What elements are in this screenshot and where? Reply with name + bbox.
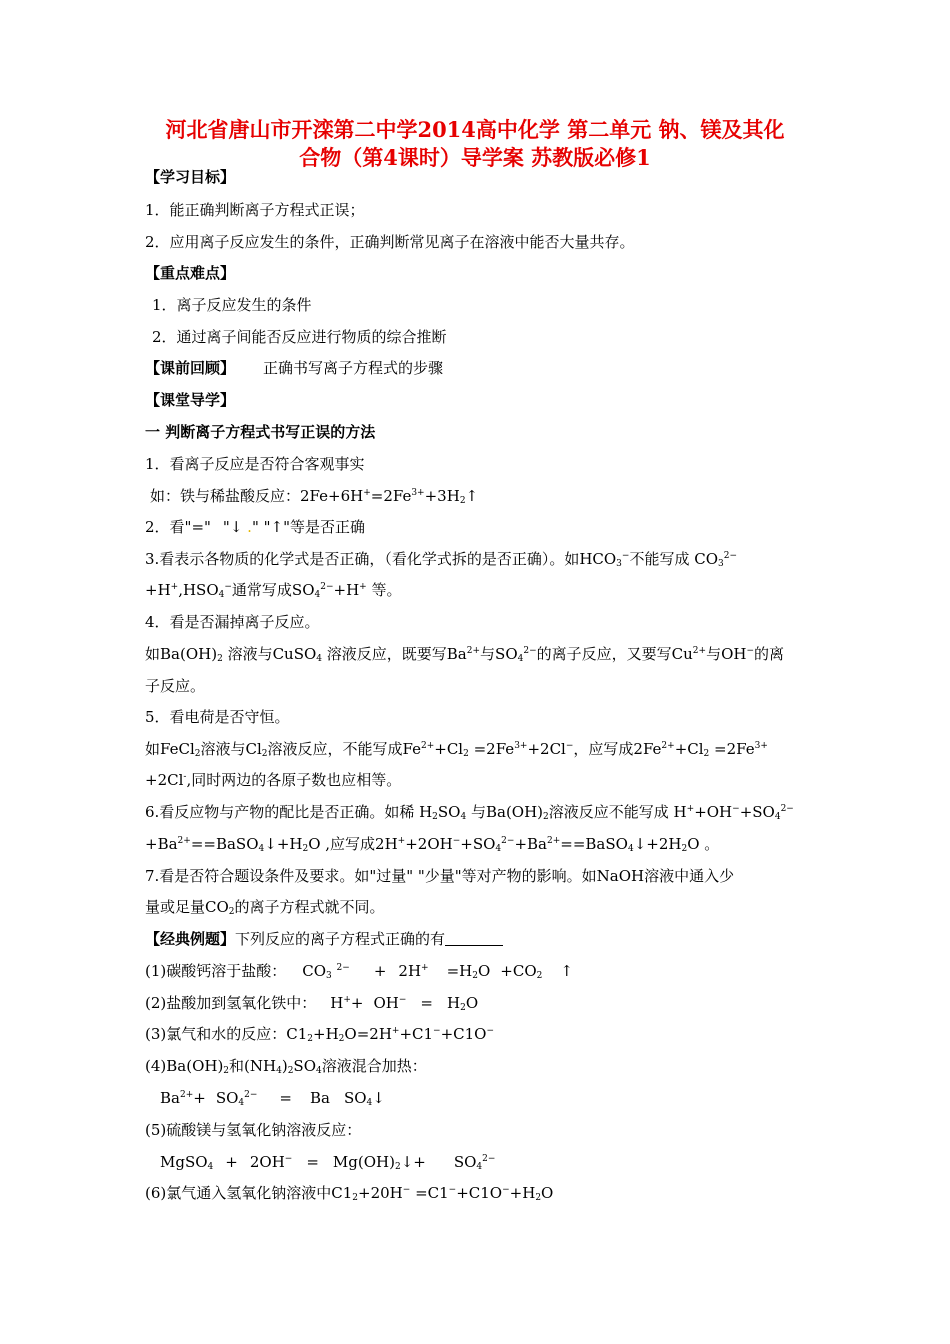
answer-blank[interactable] [445,931,503,946]
example-question: 下列反应的离子方程式正确的有 [235,930,446,948]
part-1-heading: 一 判断离子方程式书写正误的方法 [145,423,376,441]
document-title [120,116,830,172]
section-difficulty: 【重点难点】 [145,264,236,282]
example-6: (6)氯气通入氢氧化钠溶液中$C1_2+20H^- =C1^-+C1O^-+H_2O$ [145,1184,554,1203]
method-6-cont: $+Ba^{2+}==BaSO_4↓+H_2O$ ,应写成$2H^++2OH^-+SO_4^{2-}+Ba^{2+}==BaSO_4↓+2H_2O$ 。 [145,835,720,854]
section-guide: 【课堂导学】 [145,391,236,409]
example-1: (1)碳酸钙溶于盐酸： $CO_3$ $^{2-} + 2H^+ =H_2O +CO_2$ ↑ [145,962,573,981]
section-example: 【经典例题】 [145,930,236,948]
difficulty-1: 1．离子反应发生的条件 [152,296,312,314]
goal-1: 1．能正确判断离子方程式正误； [145,201,365,219]
difficulty-2: 2．通过离子间能否反应进行物质的综合推断 [152,328,447,346]
title-line-1: 河北省唐山市开滦第二中学2014高中化学 第二单元 钠、镁及其化 [165,117,785,142]
example-5-equation: MgSO$_4$ + $2OH^- = Mg(OH)_2↓+ SO_4^{2-}$ [160,1153,496,1172]
title-line-2: 合物（第4课时）导学案 苏教版必修1 [299,145,651,170]
method-3-line-2: $+H^+,HSO_4^-$通常写成$SO_4^{2-}+H^+$ 等。 [145,581,402,600]
method-1-example: 如：铁与稀盐酸反应：$2Fe+6H^+=2Fe^{3+}+3H_2↑$ [150,487,479,506]
section-review: 【课前回顾】 [145,359,236,377]
example-4: $(4)Ba(OH)_2$和$(NH_4)_2SO_4$溶液混合加热： [145,1057,427,1076]
method-4: 4．看是否漏掉离子反应。 [145,613,320,631]
method-7: 7.看是否符合题设条件及要求。如"过量" "少量"等对产物的影响。如NaOH溶液中通入少 [145,867,735,885]
method-5-example: 如FeCl$_2$溶液与$Cl_2$溶液反应，不能写成$Fe^{2+}+Cl_2 =2Fe^{3+}+2Cl^-$，应写成$2Fe^{2+}+Cl_2 =2Fe^{3+}$ [145,740,768,759]
example-2: (2)盐酸加到氢氧化铁中： $H^++ OH^- = H_2O$ [145,994,479,1013]
goal-2: 2．应用离子反应发生的条件，正确判断常见离子在溶液中能否大量共存。 [145,233,635,251]
example-5: (5)硫酸镁与氢氧化钠溶液反应： [145,1121,362,1139]
method-5: 5．看电荷是否守恒。 [145,708,290,726]
method-2: 2．看"=" "↓ ." "↑"等是否正确 [145,518,365,536]
method-6: 6.看反应物与产物的配比是否正确。如稀 $H_2SO_4$ 与$Ba(OH)_2$溶液反应不能写成 $H^++OH^-+SO_4^{2-}$ [145,803,794,822]
review-row [145,358,443,378]
example-heading-row [145,929,503,949]
review-text: 正确书写离子方程式的步骤 [263,359,444,377]
section-goals: 【学习目标】 [145,168,236,186]
method-4-example-cont: 子反应。 [145,677,206,695]
example-4-equation: $Ba^{2+}+ SO_4^{2-} = Ba$ $SO_4↓$ [160,1089,385,1108]
method-7-cont: 量或足量$CO_2$的离子方程式就不同。 [145,898,385,917]
method-4-example: 如$Ba(OH)_2$ 溶液与CuSO$_4$ 溶液反应，既要写$Ba^{2+}$与$SO_4^{2-}$的离子反应，又要写$Cu^{2+}$与OH−的离 [145,645,785,664]
example-3: (3)氯气和水的反应：$C1_2+H_2O=2H^++C1^-+C1O^-$ [145,1025,495,1044]
method-3-line-1: 3.看表示各物质的化学式是否正确，（看化学式拆的是否正确）。如$HCO_3^-$不能写成 $CO_3^{2-}$ [145,550,738,569]
method-1: 1．看离子反应是否符合客观事实 [145,455,365,473]
method-5-example-cont: +2Cl-,同时两边的各原子数也应相等。 [145,771,402,789]
